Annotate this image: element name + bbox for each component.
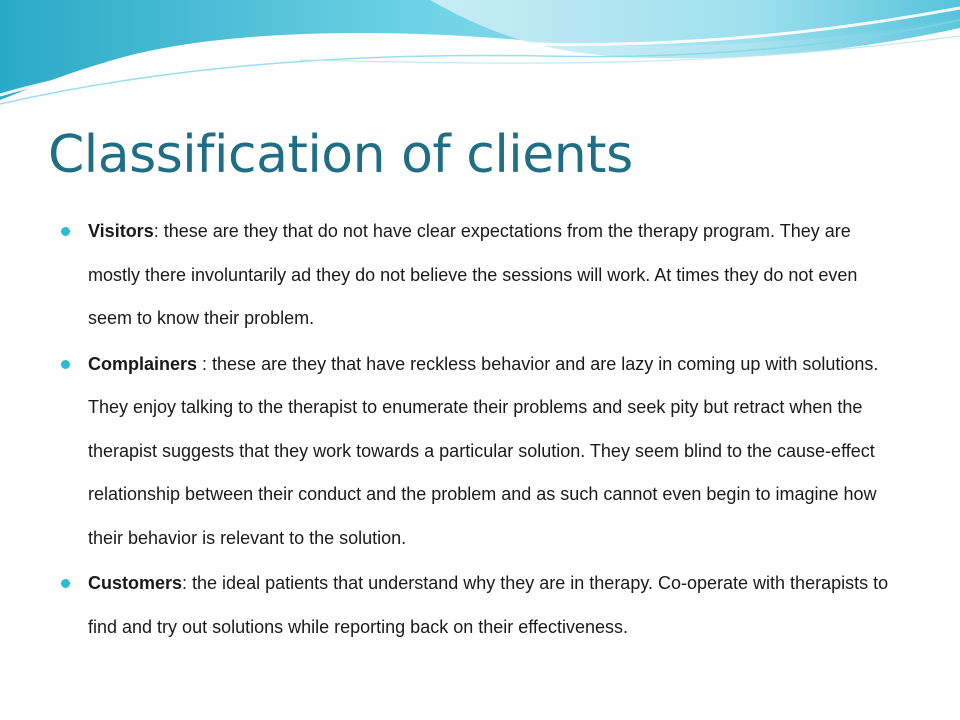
bullet-term: Customers (88, 573, 183, 593)
bullet-text: : the ideal patients that understand why they are in therapy. Co-operate with therapists to find and try out solutions while reporting back on their effectiveness. (88, 573, 889, 637)
bullet-list (60, 210, 900, 651)
bullet-dot-icon (61, 579, 70, 588)
bullet-dot-icon (61, 227, 70, 236)
bullet-text: : these are they that do not have clear expectations from the therapy program. They are mostly there involuntarily ad they do not believe the sessions will work. At times they do not even seem to know their problem. (88, 221, 858, 328)
bullet-item-customers (60, 562, 900, 649)
bullet-item-complainers (60, 343, 900, 561)
bullet-term: Visitors (88, 221, 154, 241)
bullet-term: Complainers (88, 353, 198, 374)
header-wave-decoration (0, 0, 960, 120)
bullet-dot-icon (61, 360, 70, 369)
bullet-text: : these are they that have reckless behavior and are lazy in coming up with solutions. They enjoy talking to the therapist to enumerate their problems and seek pity but retract when the therapist suggests that they work towards a particular solution. They seem blind to the cause-effect relationship between their conduct and the problem and as such cannot even begin to imagine how their behavior is relevant to the solution. (88, 353, 879, 548)
slide-title: Classification of clients (48, 125, 633, 185)
bullet-item-visitors (60, 210, 900, 341)
